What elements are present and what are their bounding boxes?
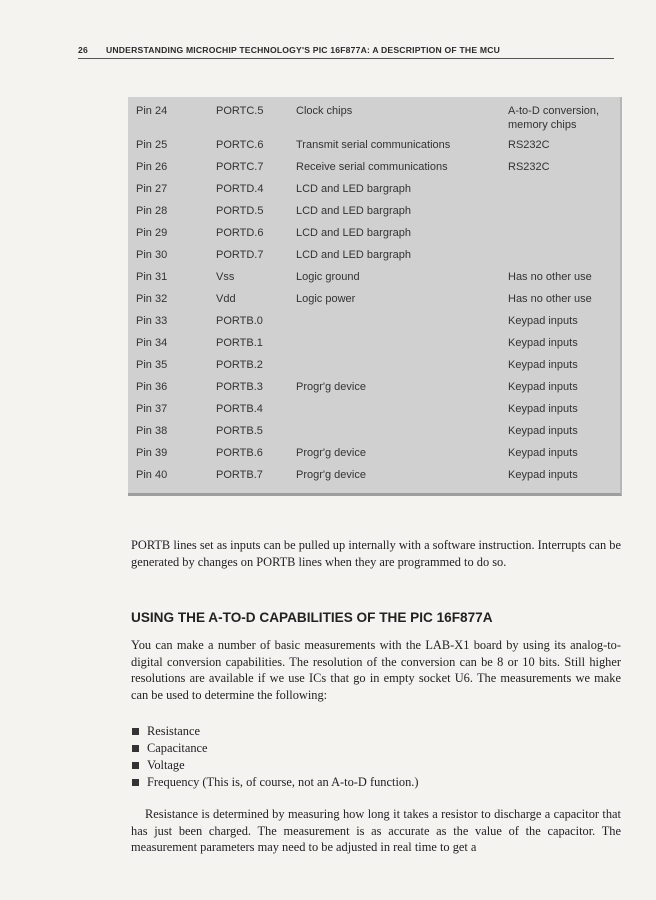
- running-head: [78, 45, 614, 55]
- table-row: [128, 139, 620, 159]
- pin-cell: Pin 30: [136, 249, 168, 261]
- function-cell: Logic ground: [296, 271, 360, 283]
- list-item: [132, 774, 612, 791]
- pin-cell: Pin 35: [136, 359, 168, 371]
- function-cell: Progr'g device: [296, 469, 366, 481]
- pin-cell: Pin 29: [136, 227, 168, 239]
- header-rule: [78, 58, 614, 59]
- note-cell: Keypad inputs: [508, 337, 578, 349]
- table-row: [128, 315, 620, 335]
- table-row: [128, 183, 620, 203]
- pin-cell: Pin 28: [136, 205, 168, 217]
- port-cell: PORTB.2: [216, 359, 263, 371]
- pin-cell: Pin 38: [136, 425, 168, 437]
- port-cell: PORTD.6: [216, 227, 264, 239]
- port-cell: PORTD.7: [216, 249, 264, 261]
- pin-cell: Pin 37: [136, 403, 168, 415]
- pin-cell: Pin 32: [136, 293, 168, 305]
- table-row: [128, 447, 620, 467]
- table-row: [128, 337, 620, 357]
- function-cell: LCD and LED bargraph: [296, 183, 411, 195]
- port-cell: PORTB.4: [216, 403, 263, 415]
- function-cell: Progr'g device: [296, 447, 366, 459]
- note-cell: Keypad inputs: [508, 469, 578, 481]
- port-cell: PORTB.1: [216, 337, 263, 349]
- function-cell: Receive serial communications: [296, 161, 448, 173]
- port-cell: Vdd: [216, 293, 236, 305]
- list-item-text: Capacitance: [147, 741, 208, 755]
- port-cell: PORTB.7: [216, 469, 263, 481]
- port-cell: PORTC.5: [216, 105, 264, 117]
- table-row: [128, 161, 620, 181]
- port-cell: PORTD.4: [216, 183, 264, 195]
- square-bullet-icon: [132, 745, 139, 752]
- table-row: [128, 359, 620, 379]
- pin-cell: Pin 33: [136, 315, 168, 327]
- note-cell: Has no other use: [508, 271, 592, 283]
- pin-cell: Pin 31: [136, 271, 168, 283]
- table-row: [128, 381, 620, 401]
- square-bullet-icon: [132, 728, 139, 735]
- note-cell: Keypad inputs: [508, 403, 578, 415]
- table-row: [128, 469, 620, 489]
- list-item: [132, 757, 612, 774]
- table-row: [128, 249, 620, 269]
- note-cell: Has no other use: [508, 293, 592, 305]
- function-cell: Transmit serial communications: [296, 139, 451, 151]
- function-cell: LCD and LED bargraph: [296, 227, 411, 239]
- port-cell: PORTB.3: [216, 381, 263, 393]
- square-bullet-icon: [132, 779, 139, 786]
- pin-cell: Pin 25: [136, 139, 168, 151]
- paragraph-portb: PORTB lines set as inputs can be pulled up internally with a software instruction. Interrupts can be generated by changes on PORTB lines when they are programmed to do so.: [131, 538, 621, 569]
- square-bullet-icon: [132, 762, 139, 769]
- note-cell: Keypad inputs: [508, 425, 578, 437]
- port-cell: PORTB.0: [216, 315, 263, 327]
- function-cell: Logic power: [296, 293, 356, 305]
- note-cell: Keypad inputs: [508, 381, 578, 393]
- function-cell: Progr'g device: [296, 381, 366, 393]
- note-cell: RS232C: [508, 139, 550, 151]
- page-number: 26: [78, 45, 88, 55]
- section-heading: USING THE A-TO-D CAPABILITIES OF THE PIC 16F877A: [131, 610, 493, 625]
- table-row: [128, 271, 620, 291]
- note-cell-line2: memory chips: [508, 119, 577, 131]
- pin-cell: Pin 24: [136, 105, 168, 117]
- list-item-text: Frequency (This is, of course, not an A-to-D function.): [147, 775, 419, 789]
- pin-cell: Pin 26: [136, 161, 168, 173]
- note-cell: Keypad inputs: [508, 359, 578, 371]
- pin-cell: Pin 36: [136, 381, 168, 393]
- function-cell: Clock chips: [296, 105, 353, 117]
- list-item-text: Voltage: [147, 758, 185, 772]
- note-cell: RS232C: [508, 161, 550, 173]
- table-row: [128, 205, 620, 225]
- running-head-title: UNDERSTANDING MICROCHIP TECHNOLOGY'S PIC 16F877A: A DESCRIPTION OF THE MCU: [105, 45, 501, 55]
- list-item-text: Resistance: [147, 724, 200, 738]
- paragraph-resistance: Resistance is determined by measuring how long it takes a resistor to discharge a capacitor that has just been charged. The measurement is as accurate as the value of the capacitor. The measurement parameters may need to be adjusted in real time to get a: [131, 807, 621, 854]
- port-cell: PORTC.7: [216, 161, 264, 173]
- bullet-list: [132, 723, 612, 791]
- pin-cell: Pin 40: [136, 469, 168, 481]
- pin-cell: Pin 34: [136, 337, 168, 349]
- pin-table: [128, 97, 622, 496]
- port-cell: PORTD.5: [216, 205, 264, 217]
- port-cell: PORTB.6: [216, 447, 263, 459]
- paragraph-atod: You can make a number of basic measurements with the LAB-X1 board by using its analog-to-digital conversion capabilities. The resolution of the conversion can be 8 or 10 bits. Still higher resolutions are available if we use ICs that go in empty socket U6. The measurements we make can be used to determine the following:: [131, 638, 621, 702]
- table-row: [128, 403, 620, 423]
- function-cell: LCD and LED bargraph: [296, 205, 411, 217]
- table-row: [128, 227, 620, 247]
- list-item: [132, 723, 612, 740]
- note-cell: Keypad inputs: [508, 315, 578, 327]
- table-row: [128, 105, 620, 131]
- port-cell: PORTB.5: [216, 425, 263, 437]
- port-cell: PORTC.6: [216, 139, 264, 151]
- list-item: [132, 740, 612, 757]
- table-row: [128, 293, 620, 313]
- table-row: [128, 425, 620, 445]
- note-cell: A-to-D conversion,: [508, 105, 600, 117]
- function-cell: LCD and LED bargraph: [296, 249, 411, 261]
- port-cell: Vss: [216, 271, 235, 283]
- pin-cell: Pin 39: [136, 447, 168, 459]
- pin-cell: Pin 27: [136, 183, 168, 195]
- note-cell: Keypad inputs: [508, 447, 578, 459]
